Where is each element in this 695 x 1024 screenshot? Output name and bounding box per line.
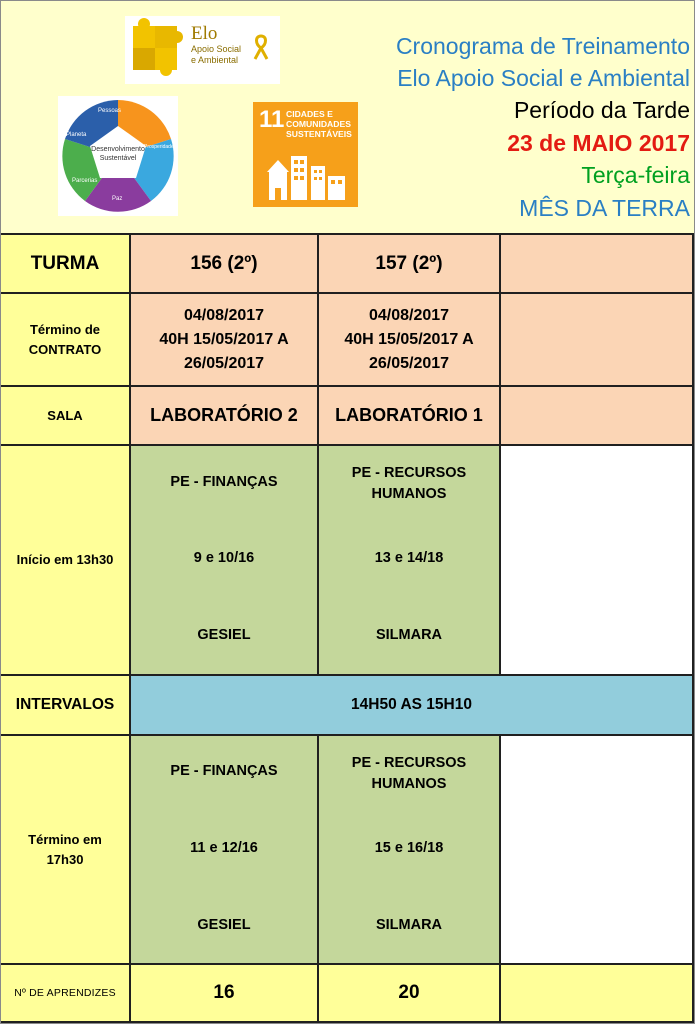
elo-logo — [125, 16, 280, 84]
contrato-157-line3: 26/05/2017 — [368, 354, 450, 372]
title-block — [396, 31, 690, 225]
inicio-157-subject — [319, 463, 499, 505]
contrato-156-line2: 40H 15/05/2017 A — [159, 330, 289, 348]
turma-empty — [501, 233, 694, 294]
inicio-157-numbers: 13 e 14/18 — [374, 550, 444, 566]
termino-157-subject — [319, 753, 499, 795]
sdg11-line1: CIDADES E — [286, 109, 333, 119]
sdg-wheel-segment-prosperidade: Prosperidade — [144, 144, 174, 150]
sdg-wheel-segment-parcerias: Parcerias — [72, 178, 98, 184]
inicio-156-session — [131, 446, 319, 676]
elo-logo-title: Elo — [191, 23, 218, 44]
termino-156-subject — [131, 763, 317, 779]
contrato-157-line2: 40H 15/05/2017 A — [344, 330, 474, 348]
termino-156-subject-line1: PE - FINANÇAS — [170, 763, 278, 779]
termino-label-line2: 17h30 — [46, 851, 84, 867]
sdg-wheel-segment-paz: Paz — [112, 196, 123, 202]
sdg-wheel-segment-planeta: Planeta — [66, 132, 87, 138]
inicio-156-subject-line1: PE - FINANÇAS — [170, 474, 278, 490]
contrato-label — [1, 294, 131, 387]
sala-empty — [501, 387, 694, 446]
title-organization: Elo Apoio Social e Ambiental — [397, 65, 690, 91]
termino-157-session — [319, 736, 501, 965]
termino-156-session — [131, 736, 319, 965]
aprendizes-156: 16 — [131, 965, 319, 1023]
city-buildings-icon — [265, 152, 347, 202]
inicio-157-subject-line1: PE - RECURSOS — [351, 465, 467, 481]
sdg-wheel-logo — [58, 96, 178, 216]
puzzle-ribbon-icon — [125, 16, 191, 84]
sdg11-logo — [253, 102, 358, 207]
header — [1, 1, 694, 233]
termino-label — [1, 736, 131, 965]
sdg-wheel-segment-pessoas: Pessoas — [98, 108, 122, 114]
title-period: Período da Tarde — [513, 97, 690, 123]
inicio-157-subject-line2: HUMANOS — [371, 486, 447, 502]
inicio-label: Início em 13h30 — [1, 446, 131, 676]
title-weekday: Terça-feira — [581, 162, 690, 188]
inicio-156-numbers: 9 e 10/16 — [193, 550, 255, 566]
termino-157-subject-line2: HUMANOS — [371, 776, 447, 792]
inicio-157-teacher: SILMARA — [375, 627, 443, 643]
sdg-wheel-center-line1: Desenvolvimento — [91, 146, 145, 153]
inicio-empty — [501, 446, 694, 676]
turma-label: TURMA — [1, 233, 131, 294]
elo-logo-line1: Apoio Social — [191, 44, 242, 54]
sdg-wheel-icon — [58, 96, 178, 216]
sdg11-number: 11 — [259, 106, 285, 133]
contrato-157-line1: 04/08/2017 — [368, 306, 450, 324]
sala-157: LABORATÓRIO 1 — [319, 387, 501, 446]
contrato-156 — [131, 294, 319, 387]
turma-156: 156 (2º) — [131, 233, 319, 294]
termino-label-line1: Término em — [28, 831, 102, 847]
contrato-empty — [501, 294, 694, 387]
termino-156-numbers: 11 e 12/16 — [190, 840, 258, 856]
aprendizes-157: 20 — [319, 965, 501, 1023]
contrato-label-line2: CONTRATO — [28, 341, 102, 357]
termino-157-numbers: 15 e 16/18 — [374, 840, 444, 856]
sala-156: LABORATÓRIO 2 — [131, 387, 319, 446]
termino-empty — [501, 736, 694, 965]
contrato-156-line1: 04/08/2017 — [183, 306, 265, 324]
awareness-ribbon-icon — [253, 34, 269, 60]
inicio-157-session — [319, 446, 501, 676]
inicio-156-teacher: GESIEL — [197, 627, 251, 643]
inicio-156-subject — [131, 473, 317, 491]
intervalos-value: 14H50 AS 15H10 — [131, 676, 694, 736]
contrato-label-line1: Término de — [29, 321, 101, 337]
sdg11-line3: SUSTENTÁVEIS — [286, 129, 352, 139]
title-month-theme: MÊS DA TERRA — [519, 195, 690, 221]
title-cronograma: Cronograma de Treinamento — [395, 33, 690, 59]
termino-157-teacher: SILMARA — [375, 917, 443, 933]
turma-157: 157 (2º) — [319, 233, 501, 294]
title-date: 23 de MAIO 2017 — [507, 130, 690, 156]
termino-157-subject-line1: PE - RECURSOS — [351, 755, 467, 771]
sdg11-line2: COMUNIDADES — [286, 119, 351, 129]
aprendizes-empty — [501, 965, 694, 1023]
termino-156-teacher: GESIEL — [197, 917, 251, 933]
aprendizes-label: Nº DE APRENDIZES — [1, 965, 131, 1023]
elo-logo-line2: e Ambiental — [191, 55, 239, 65]
contrato-156-line3: 26/05/2017 — [183, 354, 265, 372]
intervalos-label: INTERVALOS — [1, 676, 131, 736]
sdg-wheel-center-line2: Sustentável — [99, 155, 137, 162]
sala-label: SALA — [1, 387, 131, 446]
contrato-157 — [319, 294, 501, 387]
